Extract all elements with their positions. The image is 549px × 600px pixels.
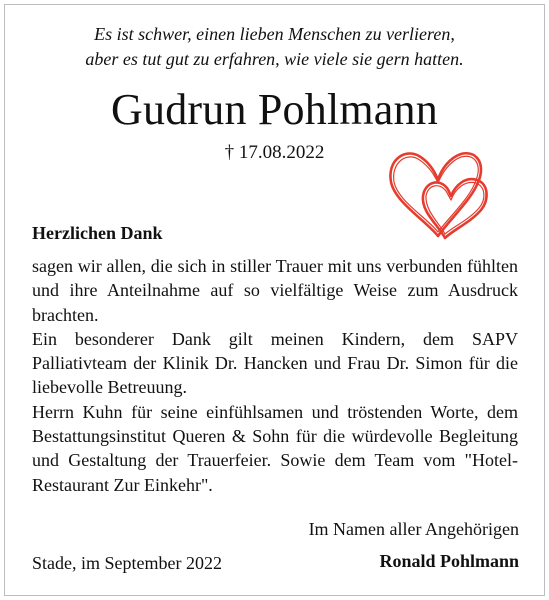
two-hearts-icon bbox=[385, 146, 491, 240]
signer-name: Ronald Pohlmann bbox=[379, 551, 519, 571]
death-date: † 17.08.2022 bbox=[224, 142, 325, 163]
thanks-text bbox=[32, 254, 518, 497]
quote-line-2: aber es tut gut zu erfahren, wie viele sie gern hatten. bbox=[85, 49, 464, 69]
place-date: Stade, im September 2022 bbox=[32, 553, 222, 573]
opening-quote bbox=[0, 22, 549, 72]
deceased-name: Gudrun Pohlmann bbox=[111, 85, 438, 134]
quote-line-1: Es ist schwer, einen lieben Menschen zu verlieren, bbox=[94, 24, 455, 44]
thanks-heading: Herzlichen Dank bbox=[32, 223, 163, 243]
thanks-paragraph: Ein besonderer Dank gilt meinen Kindern, dem SAPV Palliativteam der Klinik Dr. Hancken und Frau Dr. Simon für die liebevolle Betreuung. bbox=[32, 328, 518, 398]
thanks-paragraph: sagen wir allen, die sich in stiller Trauer mit uns verbunden fühlten und ihre Anteilnahme auf so vielfältige Weise zum Ausdruck brachten. bbox=[32, 256, 518, 325]
signoff-line: Im Namen aller Angehörigen bbox=[308, 519, 519, 539]
thanks-paragraph: Herrn Kuhn für seine einfühlsamen und tröstenden Worte, dem Bestattungsinstitut Queren & Sohn für die würdevolle Begleitung und Gestaltung der Trauerfeier. Sowie dem Team vom "Hotel-Restaurant Zur Einkehr". bbox=[32, 401, 518, 495]
